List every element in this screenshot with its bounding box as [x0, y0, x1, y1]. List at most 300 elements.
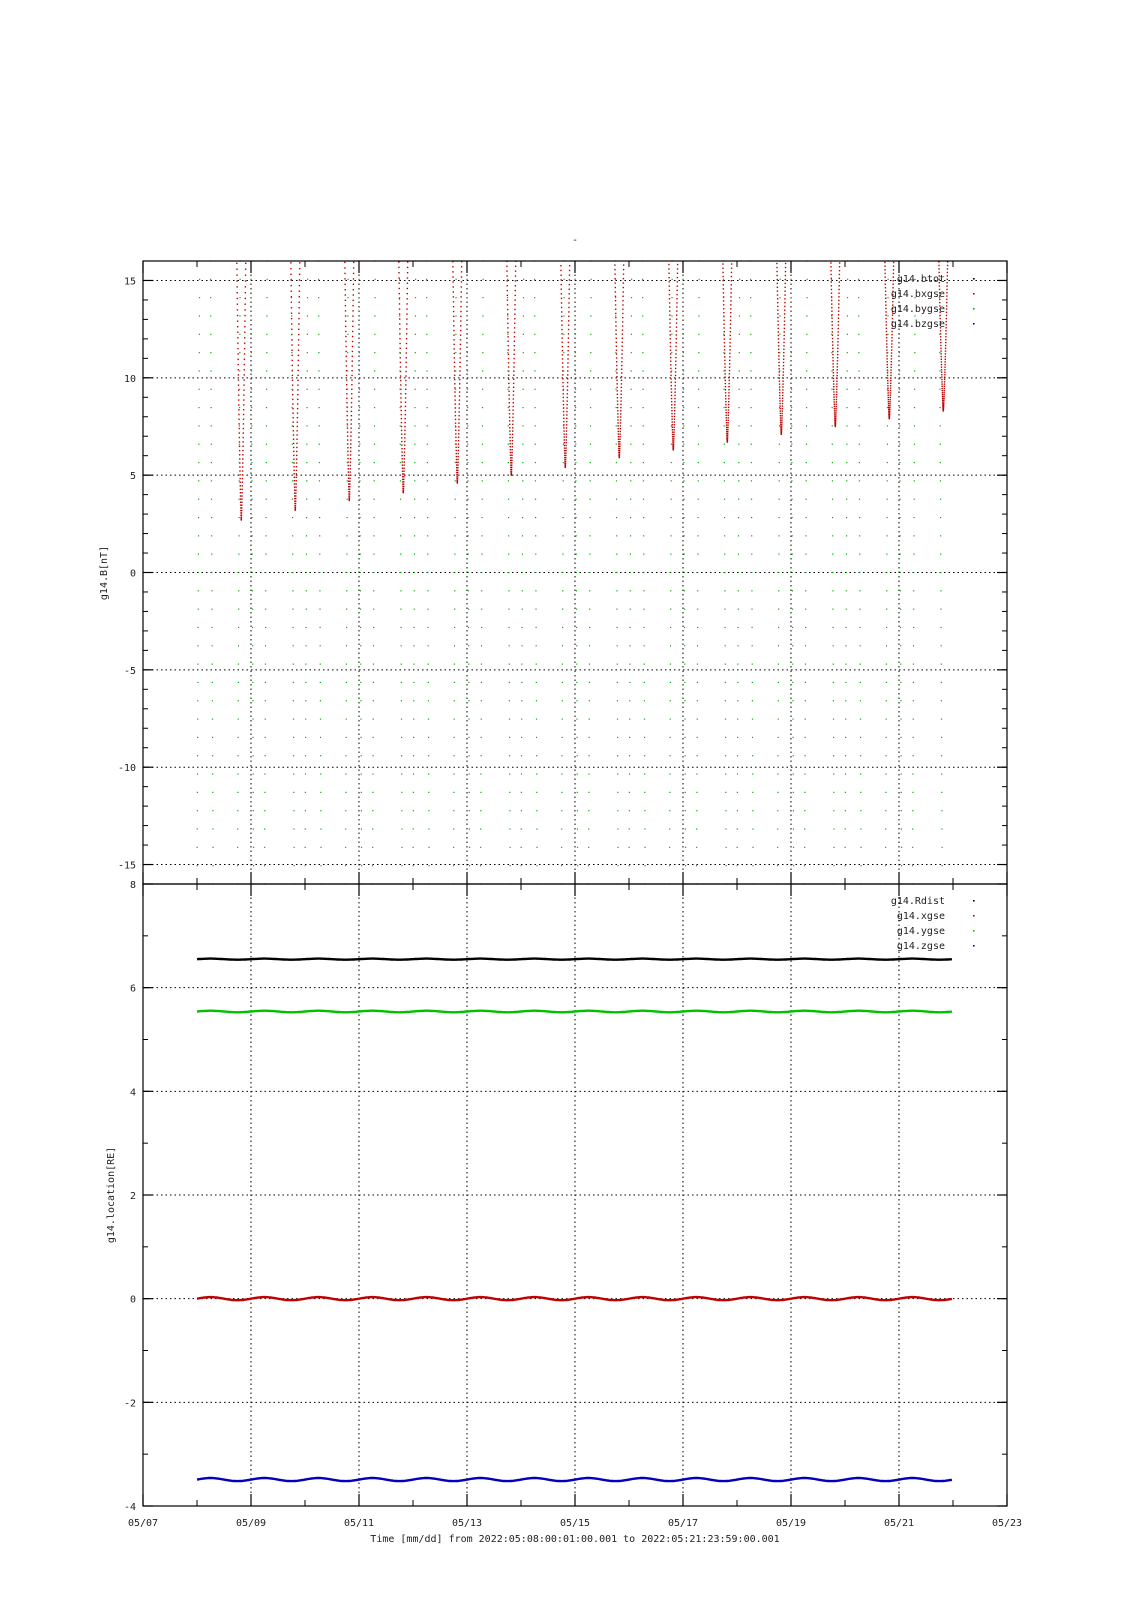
data-point — [623, 264, 624, 265]
data-point — [838, 289, 839, 290]
data-point — [510, 460, 511, 461]
data-point — [245, 280, 246, 281]
data-point — [643, 554, 644, 555]
data-point — [346, 700, 347, 701]
data-point — [514, 318, 515, 319]
data-point — [298, 344, 299, 345]
data-point — [239, 454, 240, 455]
data-point — [631, 389, 632, 390]
data-point — [513, 387, 514, 388]
data-point — [724, 572, 725, 573]
data-point — [347, 462, 348, 463]
data-point — [839, 281, 840, 282]
data-point — [837, 360, 838, 361]
data-point — [615, 313, 616, 314]
data-point — [569, 275, 570, 276]
data-point — [459, 395, 460, 396]
data-point — [858, 352, 859, 353]
data-point — [509, 645, 510, 646]
data-point — [238, 737, 239, 738]
data-point — [399, 318, 400, 319]
data-point — [468, 682, 469, 683]
data-point — [523, 334, 524, 335]
data-point — [946, 295, 947, 296]
data-point — [884, 265, 885, 266]
data-point — [885, 294, 886, 295]
data-point — [482, 425, 483, 426]
data-point — [913, 737, 914, 738]
data-point — [536, 810, 537, 811]
data-point — [320, 700, 321, 701]
data-point — [901, 828, 902, 829]
data-point — [458, 430, 459, 431]
data-point — [886, 627, 887, 628]
data-point — [238, 590, 239, 591]
data-point — [943, 407, 944, 408]
data-point — [566, 424, 567, 425]
data-point — [643, 425, 644, 426]
data-point — [945, 356, 946, 357]
data-point — [399, 389, 400, 390]
data-point — [739, 279, 740, 280]
data-point — [886, 517, 887, 518]
data-point — [886, 340, 887, 341]
data-point — [296, 430, 297, 431]
data-point — [780, 422, 781, 423]
data-point — [890, 383, 891, 384]
data-point — [520, 865, 521, 866]
data-point — [353, 284, 354, 285]
data-point — [737, 737, 738, 738]
data-point — [401, 700, 402, 701]
data-point — [352, 346, 353, 347]
data-point — [320, 755, 321, 756]
data-point — [460, 311, 461, 312]
data-point — [212, 718, 213, 719]
data-point — [406, 338, 407, 339]
data-point — [750, 315, 751, 316]
data-point — [299, 262, 300, 263]
data-point — [945, 345, 946, 346]
data-point — [481, 609, 482, 610]
data-point — [212, 792, 213, 793]
data-point — [887, 364, 888, 365]
data-point — [622, 300, 623, 301]
x-tick-label: 05/07 — [127, 1518, 159, 1529]
data-point — [588, 773, 589, 774]
data-point — [240, 492, 241, 493]
data-point — [699, 279, 700, 280]
data-point — [728, 417, 729, 418]
data-point — [563, 421, 564, 422]
data-point — [353, 267, 354, 268]
data-point — [251, 462, 252, 463]
data-point — [242, 470, 243, 471]
data-point — [346, 664, 347, 665]
data-point — [684, 609, 685, 610]
data-point — [509, 718, 510, 719]
data-point — [671, 410, 672, 411]
data-point — [350, 468, 351, 469]
data-point — [791, 499, 792, 500]
data-point — [886, 535, 887, 536]
data-point — [575, 370, 576, 371]
data-point — [946, 308, 947, 309]
data-point — [399, 352, 400, 353]
data-point — [887, 375, 888, 376]
data-point — [886, 718, 887, 719]
data-point — [618, 865, 619, 866]
data-point — [941, 383, 942, 384]
data-point — [563, 425, 564, 426]
data-point — [509, 434, 510, 435]
data-point — [779, 383, 780, 384]
data-point — [509, 417, 510, 418]
data-point — [453, 286, 454, 287]
data-point — [750, 334, 751, 335]
data-point — [630, 425, 631, 426]
data-point — [455, 415, 456, 416]
data-point — [212, 810, 213, 811]
data-point — [404, 433, 405, 434]
data-point — [838, 311, 839, 312]
data-point — [739, 370, 740, 371]
data-point — [372, 755, 373, 756]
data-point — [244, 332, 245, 333]
data-point — [614, 273, 615, 274]
data-point — [912, 773, 913, 774]
data-point — [941, 366, 942, 367]
data-point — [264, 828, 265, 829]
data-point — [399, 297, 400, 298]
data-point — [509, 440, 510, 441]
data-point — [671, 401, 672, 402]
data-point — [297, 384, 298, 385]
data-point — [832, 360, 833, 361]
data-point — [837, 348, 838, 349]
data-point — [629, 700, 630, 701]
data-point — [940, 407, 941, 408]
data-point — [406, 313, 407, 314]
data-point — [617, 847, 618, 848]
data-point — [724, 499, 725, 500]
data-point — [455, 411, 456, 412]
data-point — [886, 343, 887, 344]
data-point — [728, 392, 729, 393]
data-point — [210, 279, 211, 280]
data-point — [729, 356, 730, 357]
data-point — [265, 627, 266, 628]
data-point — [630, 572, 631, 573]
data-point — [621, 376, 622, 377]
data-point — [669, 298, 670, 299]
data-point — [291, 302, 292, 303]
data-point — [832, 554, 833, 555]
data-point — [781, 432, 782, 433]
data-point — [347, 431, 348, 432]
data-point — [778, 345, 779, 346]
data-point — [752, 700, 753, 701]
data-point — [588, 755, 589, 756]
data-point — [291, 279, 292, 280]
data-point — [428, 664, 429, 665]
data-point — [567, 350, 568, 351]
data-point — [306, 535, 307, 536]
data-point — [350, 427, 351, 428]
data-point — [737, 810, 738, 811]
data-point — [901, 792, 902, 793]
data-point — [374, 334, 375, 335]
data-point — [781, 425, 782, 426]
data-point — [858, 279, 859, 280]
data-point — [778, 737, 779, 738]
data-point — [859, 407, 860, 408]
data-point — [575, 444, 576, 445]
data-point — [617, 407, 618, 408]
data-point — [836, 391, 837, 392]
data-point — [782, 403, 783, 404]
data-point — [197, 664, 198, 665]
data-point — [837, 351, 838, 352]
data-point — [569, 284, 570, 285]
data-point — [345, 310, 346, 311]
data-point — [616, 380, 617, 381]
data-point — [345, 315, 346, 316]
data-point — [237, 755, 238, 756]
data-point — [622, 329, 623, 330]
data-point — [507, 304, 508, 305]
data-point — [590, 462, 591, 463]
data-point — [509, 847, 510, 848]
data-point — [778, 355, 779, 356]
data-point — [729, 346, 730, 347]
data-point — [778, 627, 779, 628]
legend-marker — [973, 930, 975, 932]
data-point — [729, 376, 730, 377]
data-point — [346, 360, 347, 361]
data-point — [885, 792, 886, 793]
data-point — [723, 352, 724, 353]
data-point — [352, 305, 353, 306]
data-point — [834, 404, 835, 405]
data-point — [251, 370, 252, 371]
data-point — [751, 462, 752, 463]
data-point — [671, 385, 672, 386]
data-point — [515, 275, 516, 276]
data-point — [211, 499, 212, 500]
data-point — [672, 436, 673, 437]
data-point — [675, 342, 676, 343]
data-point — [620, 397, 621, 398]
data-point — [345, 847, 346, 848]
data-point — [834, 414, 835, 415]
data-point — [943, 392, 944, 393]
data-point — [900, 737, 901, 738]
data-point — [347, 389, 348, 390]
data-point — [243, 374, 244, 375]
data-point — [563, 411, 564, 412]
data-point — [838, 321, 839, 322]
data-point — [833, 366, 834, 367]
data-point — [941, 664, 942, 665]
legend-marker — [973, 915, 975, 917]
data-point — [616, 627, 617, 628]
data-point — [468, 572, 469, 573]
data-point — [566, 427, 567, 428]
data-point — [399, 323, 400, 324]
data-point — [399, 308, 400, 309]
data-point — [617, 404, 618, 405]
data-point — [676, 298, 677, 299]
data-point — [589, 700, 590, 701]
data-point — [457, 481, 458, 482]
data-point — [943, 401, 944, 402]
data-point — [293, 718, 294, 719]
data-point — [831, 314, 832, 315]
data-point — [406, 348, 407, 349]
data-point — [198, 425, 199, 426]
data-point — [468, 609, 469, 610]
data-point — [407, 293, 408, 294]
data-point — [361, 773, 362, 774]
data-point — [617, 664, 618, 665]
data-point — [239, 352, 240, 353]
data-point — [348, 468, 349, 469]
data-point — [890, 367, 891, 368]
data-point — [847, 315, 848, 316]
data-point — [253, 792, 254, 793]
data-point — [784, 321, 785, 322]
data-point — [403, 468, 404, 469]
data-point — [398, 283, 399, 284]
data-point — [670, 378, 671, 379]
data-point — [832, 341, 833, 342]
data-point — [860, 755, 861, 756]
data-point — [211, 590, 212, 591]
data-point — [253, 810, 254, 811]
data-point — [844, 865, 845, 866]
data-point — [671, 425, 672, 426]
data-point — [511, 452, 512, 453]
data-point — [833, 391, 834, 392]
data-point — [239, 315, 240, 316]
data-point — [893, 276, 894, 277]
data-point — [622, 296, 623, 297]
data-point — [619, 436, 620, 437]
data-point — [676, 314, 677, 315]
data-point — [616, 480, 617, 481]
data-point — [401, 755, 402, 756]
data-point — [885, 304, 886, 305]
data-point — [779, 374, 780, 375]
data-point — [350, 454, 351, 455]
data-point — [467, 352, 468, 353]
data-point — [481, 645, 482, 646]
data-point — [243, 394, 244, 395]
data-point — [359, 334, 360, 335]
data-point — [427, 554, 428, 555]
data-point — [428, 810, 429, 811]
data-point — [507, 352, 508, 353]
data-point — [729, 342, 730, 343]
data-point — [238, 535, 239, 536]
data-point — [240, 489, 241, 490]
data-point — [347, 407, 348, 408]
data-point — [294, 483, 295, 484]
data-point — [294, 486, 295, 487]
data-point — [739, 352, 740, 353]
data-point — [467, 425, 468, 426]
data-point — [728, 401, 729, 402]
data-point — [413, 737, 414, 738]
data-point — [737, 645, 738, 646]
data-point — [295, 483, 296, 484]
data-point — [941, 718, 942, 719]
data-point — [349, 495, 350, 496]
data-point — [405, 384, 406, 385]
y-tick-label: 10 — [123, 373, 136, 385]
data-point — [833, 682, 834, 683]
data-point — [831, 292, 832, 293]
data-point — [839, 278, 840, 279]
data-point — [509, 755, 510, 756]
data-point — [832, 462, 833, 463]
data-point — [901, 865, 902, 866]
data-point — [642, 297, 643, 298]
data-point — [577, 865, 578, 866]
data-point — [938, 268, 939, 269]
data-point — [643, 462, 644, 463]
data-point — [265, 682, 266, 683]
data-point — [724, 517, 725, 518]
data-point — [562, 342, 563, 343]
data-point — [481, 554, 482, 555]
data-point — [783, 349, 784, 350]
data-point — [347, 419, 348, 420]
data-point — [618, 436, 619, 437]
data-point — [307, 352, 308, 353]
data-point — [946, 285, 947, 286]
data-point — [778, 349, 779, 350]
data-point — [240, 498, 241, 499]
data-point — [806, 425, 807, 426]
data-point — [402, 468, 403, 469]
data-point — [236, 274, 237, 275]
data-point — [577, 773, 578, 774]
data-point — [511, 472, 512, 473]
data-point — [676, 306, 677, 307]
data-point — [621, 357, 622, 358]
data-point — [566, 433, 567, 434]
data-point — [318, 352, 319, 353]
data-point — [589, 554, 590, 555]
data-point — [266, 315, 267, 316]
data-point — [792, 517, 793, 518]
data-point — [941, 847, 942, 848]
data-point — [297, 426, 298, 427]
data-point — [889, 414, 890, 415]
data-point — [837, 331, 838, 332]
data-point — [239, 425, 240, 426]
data-point — [669, 314, 670, 315]
data-point — [677, 277, 678, 278]
data-point — [889, 412, 890, 413]
data-point — [727, 436, 728, 437]
data-point — [564, 450, 565, 451]
data-point — [623, 273, 624, 274]
data-point — [400, 407, 401, 408]
data-point — [845, 718, 846, 719]
